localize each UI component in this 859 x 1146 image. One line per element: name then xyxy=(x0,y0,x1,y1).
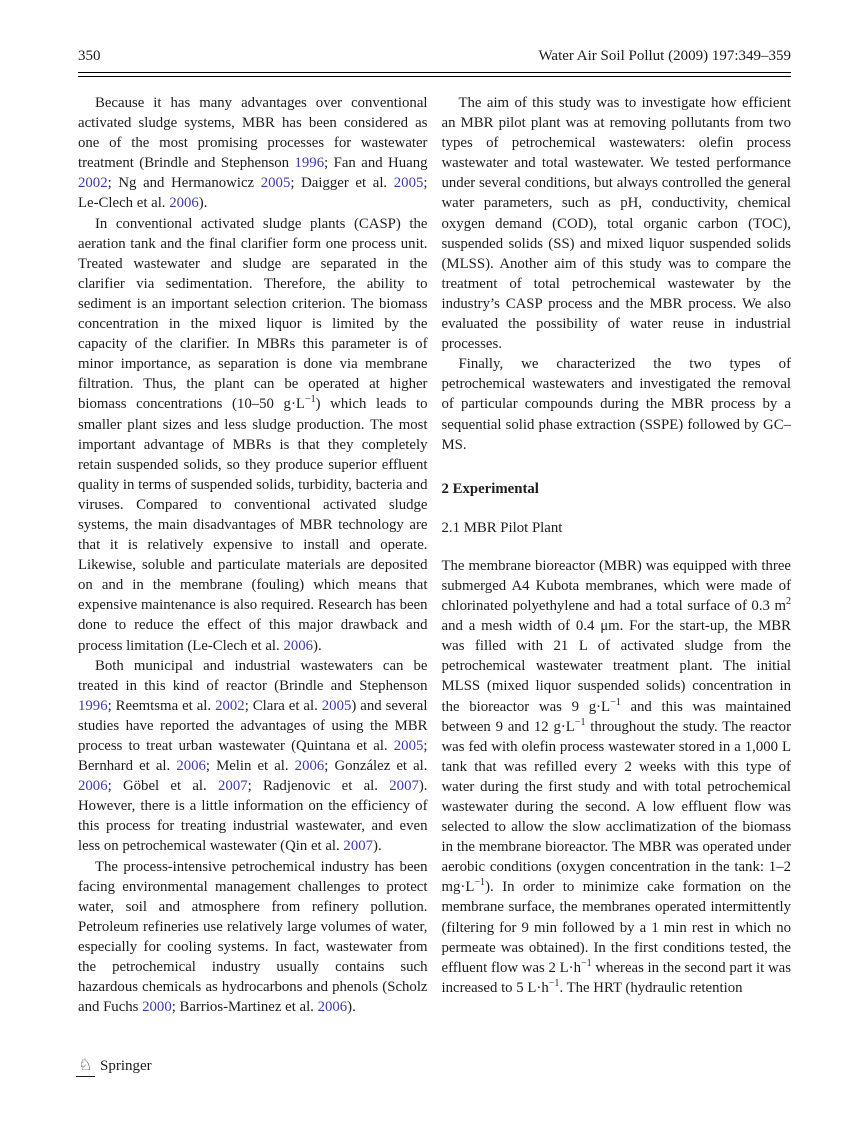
citation-year-link[interactable]: 2000 xyxy=(142,999,172,1016)
header-rule xyxy=(78,72,791,77)
page-number: 350 xyxy=(78,48,101,64)
superscript-text: −1 xyxy=(304,394,316,406)
right-column xyxy=(442,93,792,1017)
subsection-heading xyxy=(442,518,792,538)
paragraph xyxy=(78,656,428,857)
superscript-text: −1 xyxy=(548,977,560,989)
text-segment: ; Radjenovic et al. xyxy=(247,778,390,795)
superscript-text: −1 xyxy=(574,716,586,728)
text-segment: In conventional activated sludge plants (CASP) the aeration tank and the final clarifier form one process unit. Treated wastewater and sludge are separated in the clarifier via sedimentation. Therefore, the ability to sediment is an important selection criterion. The biomass concentration in the mixed liquor is limited by the capacity of the clarifier. In MBRs this parameter is of minor importance, as separation is done via membrane filtration. Thus, the plant can be operated at higher biomass concentrations (10–50 g·L xyxy=(78,215,428,413)
paragraph xyxy=(442,354,792,454)
page-content xyxy=(78,48,791,1017)
page-header xyxy=(78,48,791,65)
text-segment: ; Daigger et al. xyxy=(290,175,394,192)
citation-year-link[interactable]: 1996 xyxy=(294,155,325,172)
citation-year-link[interactable]: 2006 xyxy=(317,999,348,1016)
text-segment: 2 Experimental xyxy=(441,480,539,497)
text-segment: ) and several studies have reported the advantages of using the MBR process to treat urban wastewater (Quintana et al. xyxy=(78,697,428,754)
text-segment: ). xyxy=(373,838,382,855)
text-segment: and a mesh width of 0.4 μm. For the start-up, the MBR was filled with 21 L of activated sludge from the petrochemical wastewater treatment plant. The initial MLSS (mixed liquor suspended solids) concentration in the bioreactor was 9 g·L xyxy=(441,618,791,715)
superscript-text: −1 xyxy=(580,957,592,969)
citation-year-link[interactable]: 2007 xyxy=(389,778,419,795)
text-segment: Because it has many advantages over conventional activated sludge systems, MBR has been considered as one of the most promising processes for wastewater treatment (Brindle and Stephenson xyxy=(78,95,428,172)
text-segment: The membrane bioreactor (MBR) was equipped with three submerged A4 Kubota membranes, which were made of chlorinated polyethylene and had a total surface of 0.3 m xyxy=(441,557,791,615)
text-segment: and this was maintained between 9 and 12 g·L xyxy=(441,698,791,735)
paragraph xyxy=(78,857,428,1018)
citation-year-link[interactable]: 2006 xyxy=(176,758,206,775)
citation-year-link[interactable]: 2006 xyxy=(294,758,325,775)
citation-year-link[interactable]: 2005 xyxy=(260,175,291,192)
text-segment: ). In order to minimize cake formation on the membrane surface, the membranes operated intermittently (filtering for 9 min followed by a 1 min rest in which no permeate was obtained). In the first conditions tested, the effluent flow was 2 L·h xyxy=(441,879,791,976)
citation-year-link[interactable]: 2005 xyxy=(393,738,424,754)
text-segment: ; Barrios-Martinez et al. xyxy=(171,999,318,1016)
section-heading xyxy=(442,479,792,499)
citation-year-link[interactable]: 2007 xyxy=(343,838,374,855)
superscript-text: −1 xyxy=(474,877,486,889)
text-segment: throughout the study. The reactor was fed with olefin process wastewater stored in a 1,000 L tank that was refilled every 2 weeks with this type of water during the first study and with total petrochemical wastewater during the second. A low effluent flow was selected to allow the slow acclimatization of the biomass in the membrane bioreactor. The MBR was operated under aerobic conditions (oxygen concentration in the tank: 1–2 mg·L xyxy=(441,718,791,896)
journal-reference: Water Air Soil Pollut (2009) 197:349–359 xyxy=(538,48,791,64)
text-segment: ; Clara et al. xyxy=(244,697,322,714)
text-segment: ; Fan and Huang xyxy=(324,155,428,172)
citation-year-link[interactable]: 2005 xyxy=(321,697,352,714)
text-segment: ; Göbel et al. xyxy=(107,778,219,795)
paragraph xyxy=(442,556,792,998)
left-column xyxy=(78,93,428,1017)
text-segment: The aim of this study was to investigate how efficient an MBR pilot plant was at removing pollutants from two types of petrochemical wastewaters: olefin process wastewater and total wastewater. We tested performance under several conditions, but always controlled the general water parameters, such as pH, conductivity, chemical oxygen demand (COD), total organic carbon (TOC), suspended solids (SS) and mixed liquor suspended solids (MLSS). Another aim of this study was to compare the treatment of total petrochemical wastewater by the industry’s CASP process and the MBR process. We also evaluated the possibility of water reuse in industrial processes. xyxy=(441,95,791,353)
text-segment: Finally, we characterized the two types of petrochemical wastewaters and investigated the removal of particular compounds during the MBR process by a sequential solid phase extraction (SSPE) followed by GC–MS. xyxy=(441,356,791,453)
page-footer xyxy=(76,1056,152,1077)
text-segment: ). However, there is a little information on the efficiency of this process for treating industrial wastewater, and even less on petrochemical wastewater (Qin et al. xyxy=(78,778,428,855)
citation-year-link[interactable]: 2006 xyxy=(78,778,108,795)
citation-year-link[interactable]: 2005 xyxy=(393,175,424,192)
citation-year-link[interactable]: 2007 xyxy=(218,778,248,795)
two-column-body xyxy=(78,93,791,1017)
citation-year-link[interactable]: 2006 xyxy=(169,195,199,212)
text-segment: ; Melin et al. xyxy=(205,758,295,775)
paragraph xyxy=(78,93,428,214)
text-segment: ). xyxy=(347,999,356,1016)
text-segment: ). xyxy=(313,637,322,654)
citation-year-link[interactable]: 1996 xyxy=(78,697,108,714)
text-segment: ) which leads to smaller plant sizes and less sludge production. The most important advantage of MBRs is that they completely retain suspended solids, so they produce superior effluent quality in terms of suspended solids, turbidity, bacteria and viruses. Compared to conventional activated sludge systems, the main disadvantages of MBR technology are that it is relatively expensive to install and operate. Likewise, soluble and particulate materials are deposited on and in the membrane (fouling) which means that expensive maintenance is also required. Research has been done to reduce the effect of this major drawback and process limitation (Le-Clech et al. xyxy=(78,396,428,654)
citation-year-link[interactable]: 2002 xyxy=(78,175,108,192)
text-segment: ; Le-Clech et al. xyxy=(78,175,428,212)
paragraph xyxy=(78,214,428,656)
text-segment: Both municipal and industrial wastewaters can be treated in this kind of reactor (Brindle and Stephenson xyxy=(78,657,428,694)
paragraph xyxy=(442,93,792,354)
citation-year-link[interactable]: 2002 xyxy=(215,697,245,714)
text-segment: . The HRT (hydraulic retention xyxy=(559,979,743,996)
superscript-text: −1 xyxy=(610,696,621,708)
text-segment: whereas in the second part it was increased to 5 L·h xyxy=(441,959,792,996)
springer-horse-icon: ♘ xyxy=(76,1056,95,1077)
publisher-name: Springer xyxy=(100,1058,152,1074)
text-segment: The process-intensive petrochemical industry has been facing environmental management challenges to protect water, soil and atmosphere from refinery pollution. Petroleum refineries use relatively large volumes of water, especially for cooling systems. In fact, wastewater from the petrochemical industry usually contains such hazardous chemicals as hydrocarbons and phenols (Scholz and Fuchs xyxy=(78,858,428,1016)
text-segment: ; Ng and Hermanowicz xyxy=(107,175,261,192)
text-segment: ; Reemtsma et al. xyxy=(107,697,216,714)
text-segment: 2.1 MBR Pilot Plant xyxy=(441,519,563,536)
citation-year-link[interactable]: 2006 xyxy=(283,637,314,654)
text-segment: ). xyxy=(198,195,208,212)
text-segment: ; González et al. xyxy=(324,758,428,775)
text-segment: ; Bernhard et al. xyxy=(78,738,428,775)
superscript-text: 2 xyxy=(785,596,791,608)
